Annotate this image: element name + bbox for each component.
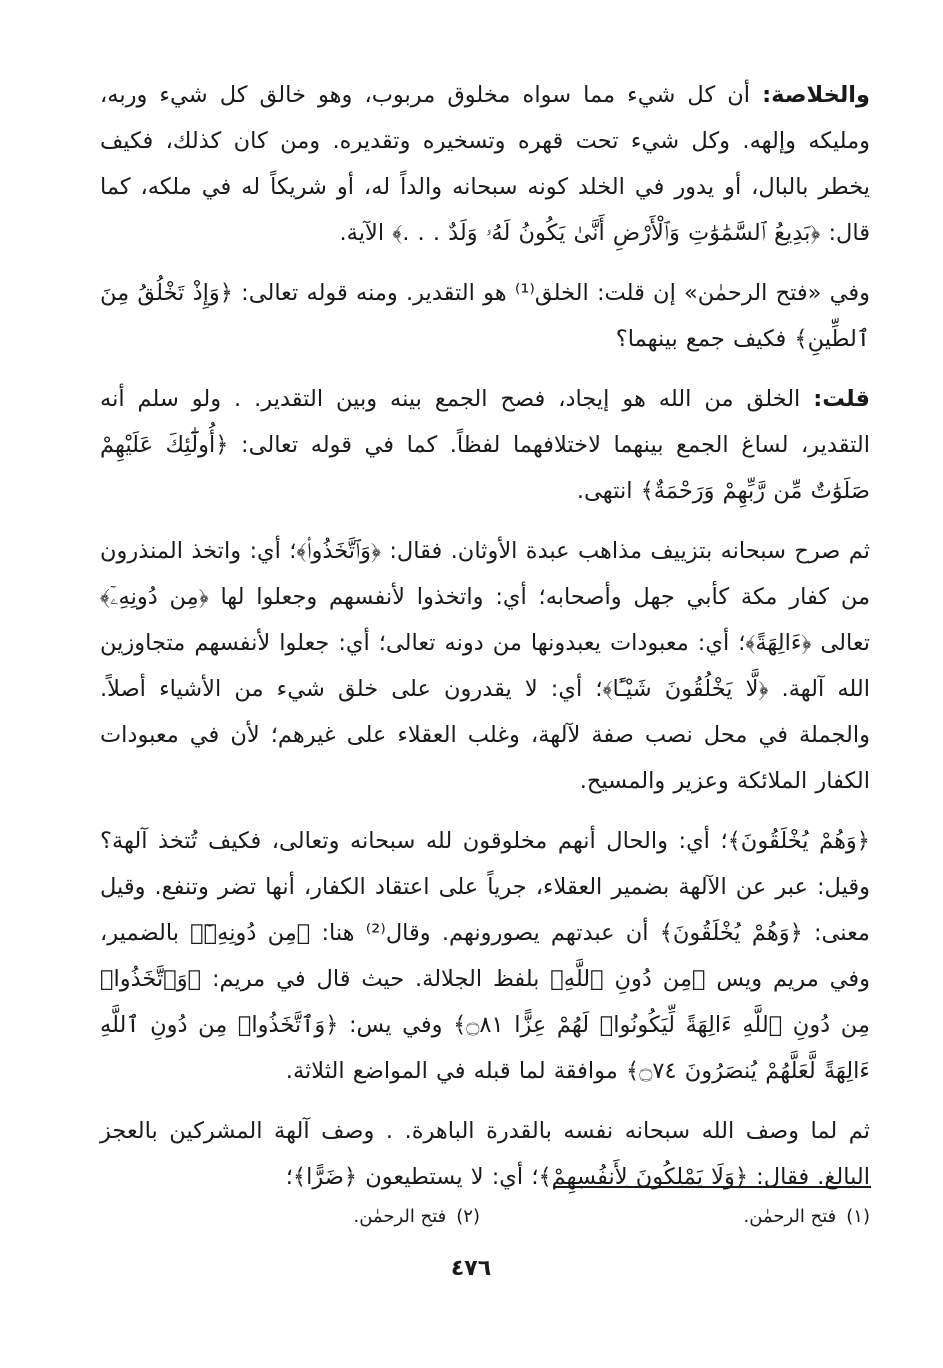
- paragraph-text: ﴿وَهُمْ يُخْلَقُونَ﴾؛ أي: والحال أنهم مخلوقون لله سبحانه وتعالى، فكيف تُتخذ آلهة؟ وقيل: عبر عن الآلهة بضمير العقلاء، جرياً على اعتقاد الكفار، أنها تضر وتنفع. وقيل معنى: ﴿وَهُمْ يُخْلَقُونَ﴾ أن عبدتهم يصورونهم. وقال⁽²⁾ هنا: ﴿مِن دُونِهِۦٓ﴾ بالضمير، وفي مريم ويس ﴿مِن دُونِ ٱللَّهِ﴾ بلفظ الجلالة. حيث قال في مريم: ﴿وَٱتَّخَذُوا۟ مِن دُونِ ٱللَّهِ ءَالِهَةً لِّيَكُونُوا۟ لَهُمْ عِزًّا ۝٨١﴾ وفي يس: ﴿وَٱتَّخَذُوا۟ مِن دُونِ ٱللَّهِ ءَالِهَةً لَّعَلَّهُمْ يُنصَرُونَ ۝٧٤﴾ موافقة لما قبله في المواضع الثلاثة.: [100, 828, 870, 1084]
- paragraph-summary: [100, 72, 870, 256]
- main-text: [100, 72, 870, 1214]
- paragraph-idol-worship: [100, 528, 870, 804]
- paragraph-text: الخلق من الله هو إيجاد، فصح الجمع بينه وبين التقدير. . ولو سلم أنه التقدير، لساغ الجمع بينهما لاختلافهما لفظاً. كما في قوله تعالى: ﴿أُولَٰٓئِكَ عَلَيْهِمْ صَلَوَٰتٌ مِّن رَّبِّهِمْ وَرَحْمَةٌ﴾ انتهى.: [100, 386, 870, 504]
- paragraph-text: وفي «فتح الرحمٰن» إن قلت: الخلق⁽¹⁾ هو التقدير. ومنه قوله تعالى: ﴿وَإِذْ تَخْلُقُ مِنَ ٱلطِّينِ﴾ فكيف جمع بينهما؟: [100, 280, 870, 352]
- paragraph-created: [100, 818, 870, 1094]
- footnote-2: [354, 1200, 481, 1234]
- paragraph-text: أن كل شيء مما سواه مخلوق مربوب، وهو خالق كل شيء وربه، ومليكه وإلهه. وكل شيء تحت قهره وتسخيره وتقديره. ومن كان كذلك، فكيف يخطر بالبال، أو يدور في الخلد كونه سبحانه والداً له، أو شريكاً له في ملكه، كما قال: ﴿بَدِيعُ ٱلسَّمَٰوَٰتِ وَٱلْأَرْضِ أَنَّىٰ يَكُونُ لَهُۥ وَلَدٌ . . .﴾ الآية.: [100, 82, 870, 246]
- footnote-text: فتح الرحمٰن.: [353, 1206, 447, 1227]
- paragraph-fath-question: [100, 270, 870, 362]
- paragraph-lead: والخلاصة:: [762, 82, 870, 108]
- footnote-number: (٢): [456, 1206, 480, 1227]
- footnote-text: فتح الرحمٰن.: [743, 1206, 837, 1227]
- footnote-separator: [553, 1186, 871, 1188]
- paragraph-answer: [100, 376, 870, 514]
- footnote-1: [480, 1200, 870, 1234]
- footnotes: [100, 1200, 870, 1234]
- paragraph-lead: قلت:: [813, 386, 870, 412]
- page-number: ٤٧٦: [450, 1256, 492, 1281]
- paragraph-text: ثم لما وصف الله سبحانه نفسه بالقدرة الباهرة. . وصف آلهة المشركين بالعجز البالغ. فقال: ﴿وَلَا يَمْلِكُونَ لِأَنفُسِهِمْ﴾؛ أي: لا يستطيعون ﴿ضَرًّا﴾؛: [100, 1118, 870, 1190]
- paragraph-text: ثم صرح سبحانه بتزييف مذاهب عبدة الأوثان. فقال: ﴿وَٱتَّخَذُوا۟﴾؛ أي: واتخذ المنذرون من كفار مكة كأبي جهل وأصحابه؛ أي: واتخذوا لأنفسهم وجعلوا لها ﴿مِن دُونِهِۦٓ﴾ تعالى ﴿ءَالِهَةً﴾؛ أي: معبودات يعبدونها من دونه تعالى؛ أي: جعلوا لأنفسهم متجاوزين الله آلهة. ﴿لَّا يَخْلُقُونَ شَيْـًٔا﴾؛ أي: لا يقدرون على خلق شيء من الأشياء أصلاً. والجملة في محل نصب صفة لآلهة، وغلب العقلاء على غيرهم؛ لأن في معبودات الكفار الملائكة وعزير والمسيح.: [100, 538, 870, 794]
- footnote-number: (١): [846, 1206, 870, 1227]
